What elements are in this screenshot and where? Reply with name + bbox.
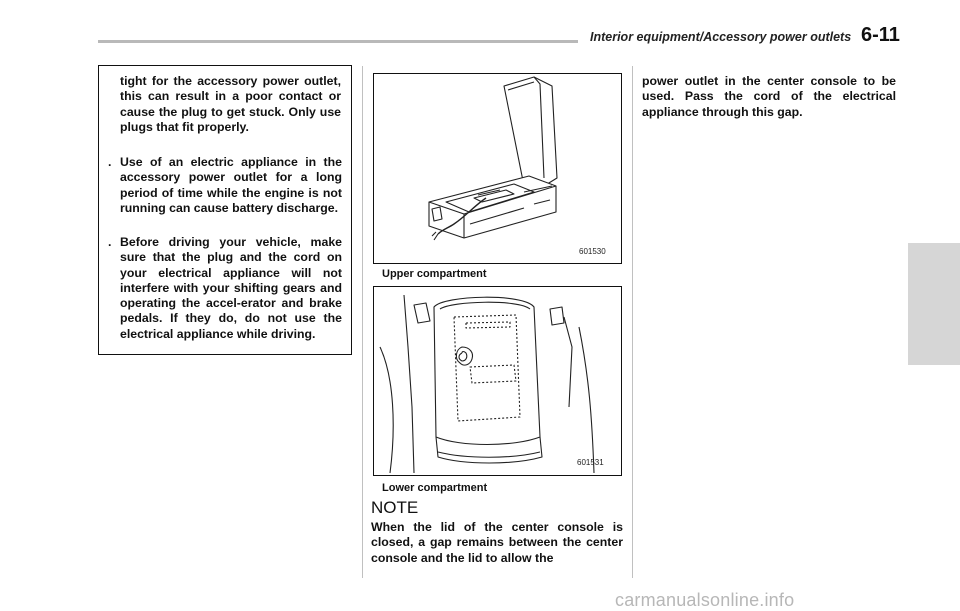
bullet-text: Use of an electric appliance in the accessory power outlet for a long period of time while the engine is not running can cause battery discharge. xyxy=(120,155,342,215)
console-upper-illustration xyxy=(374,74,621,263)
figure-upper-compartment xyxy=(373,73,622,264)
note-heading: NOTE xyxy=(371,498,419,517)
column-divider xyxy=(632,66,633,578)
bullet-text: Before driving your vehicle, make sure that the plug and the cord on your electrical appliance will not interfere with your shifting gears and operating the accel-erator and brake pedals. If they do, do not use the electrical appliance while driving. xyxy=(120,235,342,341)
bullet-mark: . xyxy=(108,155,112,169)
figure-code: 601530 xyxy=(579,247,606,256)
bullet-mark: . xyxy=(108,235,112,249)
figure-caption: Upper compartment xyxy=(382,268,487,280)
console-lower-illustration xyxy=(374,287,621,475)
figure-caption: Lower compartment xyxy=(382,482,488,494)
column-divider xyxy=(362,66,363,578)
note-continuation: power outlet in the center console to be used. Pass the cord of the electrical appliance through this gap. xyxy=(642,74,896,119)
watermark: carmanualsonline.info xyxy=(615,590,795,610)
figure-lower-compartment xyxy=(373,286,622,476)
header-rule xyxy=(98,40,578,43)
chapter-tab xyxy=(908,243,960,365)
caution-continuation: tight for the accessory power outlet, this can result in a poor contact or cause the plug to get stuck. Only use plugs that fit properly. xyxy=(120,74,341,134)
caution-bullet xyxy=(108,235,342,342)
note-text: When the lid of the center console is closed, a gap remains between the center console and the lid to allow the xyxy=(371,520,623,565)
section-title: Interior equipment/Accessory power outlets xyxy=(590,30,852,44)
caution-bullet xyxy=(108,155,342,216)
page-number: 6-11 xyxy=(861,24,900,46)
figure-code: 601531 xyxy=(577,458,604,467)
